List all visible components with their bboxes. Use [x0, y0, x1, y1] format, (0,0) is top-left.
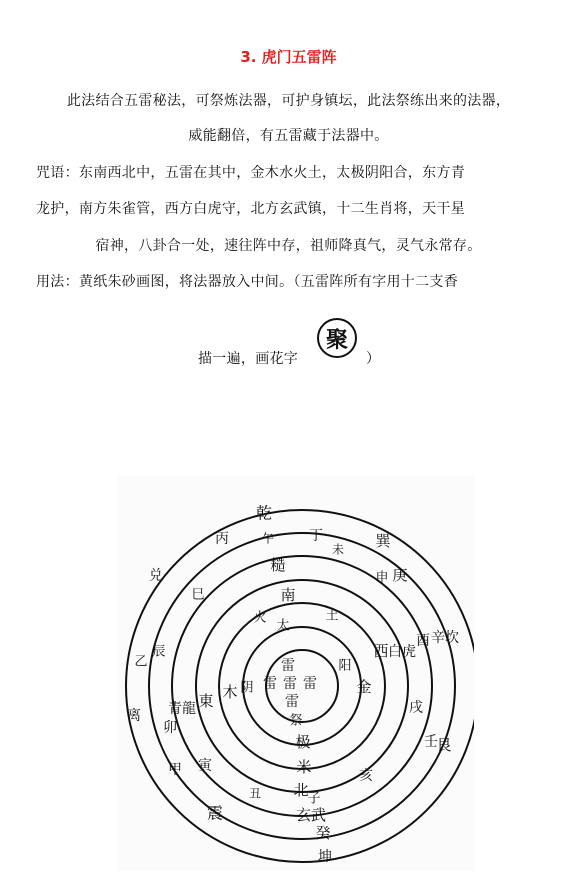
ring7-char: 壬 — [424, 734, 438, 750]
page-title: 3. 虎门五雷阵 — [240, 48, 337, 66]
ring6-char: 酉 — [416, 633, 430, 649]
ring5-char: 亥 — [359, 768, 373, 784]
ring7-char: 离 — [127, 708, 141, 724]
ring3-char: 南 — [280, 586, 296, 604]
ring5-char: 白虎 — [388, 644, 416, 660]
ring6-char: 戌 — [409, 700, 423, 716]
outer-char: 坤 — [318, 849, 332, 865]
ring5-char: 巳 — [191, 587, 205, 603]
ring3-char: 火 — [253, 610, 267, 626]
ring7-char: 乾 — [255, 503, 273, 523]
usage-line: 描一遍，画花字 — [198, 351, 299, 367]
ring7-char: 子 — [307, 791, 321, 807]
ring2-char: 阴 — [240, 680, 254, 696]
thunder-char: 雷 — [283, 676, 297, 692]
ring5-char: 北 — [293, 781, 309, 799]
ring2-char: 祭 — [289, 713, 303, 729]
ring4-char: 東 — [198, 692, 214, 710]
ring2-char: 阳 — [338, 658, 352, 674]
ring6-char: 卯 — [163, 720, 177, 736]
incantation-line: 龙护，南方朱雀管，西方白虎守，北方玄武镇，十二生肖将，天干星 — [36, 201, 465, 217]
thunder-char: 雷 — [281, 658, 295, 674]
ring2-char: 太 — [276, 618, 290, 634]
ring4-char: 米 — [296, 758, 312, 776]
ring6-char: 丙 — [215, 531, 229, 547]
ring3-char: 金 — [356, 678, 372, 696]
ring7-char: 丁 — [309, 528, 323, 544]
ring6-char: 玄武 — [295, 806, 327, 824]
five-thunder-array-diagram — [118, 476, 474, 871]
ring6-char: 甲 — [168, 762, 182, 778]
outer-char: 震 — [206, 803, 224, 823]
ring5-char: 寅 — [198, 758, 212, 774]
ring5-char: 未 — [331, 542, 345, 557]
incantation-line: 宿神，八卦合一处，速往阵中存，祖师降真气，灵气永常存。 — [95, 238, 482, 254]
paragraph-line: 威能翻倍，有五雷藏于法器中。 — [188, 128, 389, 144]
outer-char: 巽 — [375, 532, 391, 550]
ring4-char: 西 — [373, 642, 389, 660]
thunder-char: 雷 — [263, 676, 277, 692]
outer-char: 癸 — [315, 824, 331, 842]
ring5-char: 青龍 — [168, 701, 196, 717]
paragraph-line: 此法结合五雷秘法，可祭炼法器，可护身镇坛，此法祭练出来的法器， — [66, 93, 511, 109]
ring7-char: 辛坎 — [431, 630, 459, 646]
ring6-char: 辰 — [152, 644, 166, 660]
thunder-char: 雷 — [285, 694, 299, 710]
ring4-char: 糙 — [270, 556, 286, 574]
ring3-char: 木 — [222, 683, 238, 701]
ring3-char: 极 — [295, 733, 311, 751]
ring7-char: 丑 — [248, 786, 262, 801]
usage-line: ） — [366, 351, 381, 367]
ring6-char: 申 — [375, 570, 389, 586]
outer-char: 庚 — [392, 566, 408, 584]
thunder-char: 雷 — [303, 676, 317, 692]
ring3-char: 土 — [325, 608, 339, 624]
usage-line: 用法：黄纸朱砂画图，将法器放入中间。（五雷阵所有字用十二支香 — [36, 274, 458, 290]
seal-icon: 聚 — [317, 318, 357, 358]
ring5-char: 午 — [261, 531, 275, 546]
ring7-char: 乙 — [134, 654, 148, 670]
ring-circle — [172, 556, 432, 816]
outer-char: 兑 — [149, 568, 163, 584]
incantation-line: 咒语：东南西北中，五雷在其中，金木水火土，太极阴阳合，东方青 — [36, 165, 465, 181]
outer-char: 艮 — [436, 736, 452, 754]
